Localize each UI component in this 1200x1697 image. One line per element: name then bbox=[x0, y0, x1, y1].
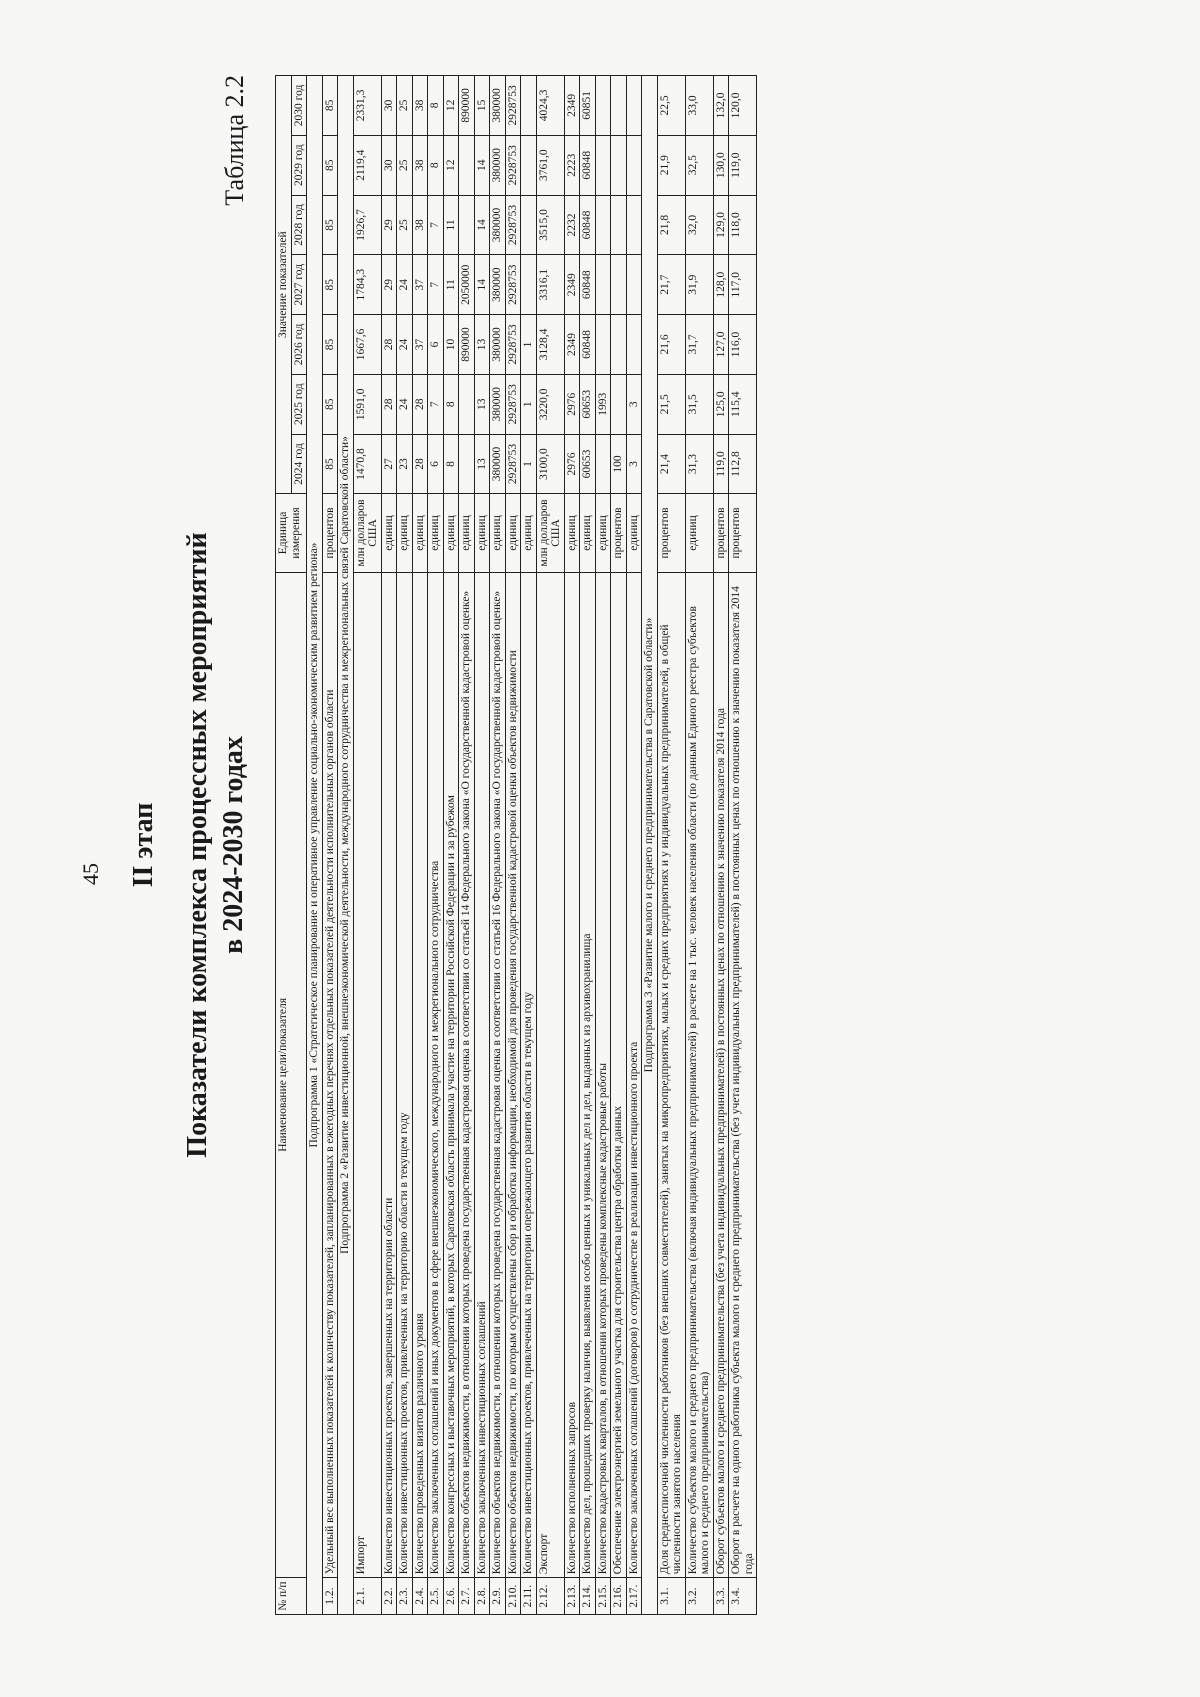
header-values-group: Значение показателей bbox=[276, 76, 292, 494]
table-row bbox=[595, 76, 611, 1615]
indicator-name: Количество заключенных соглашений и иных документов в сфере внешнеэкономического, международного и межрегионального сотрудничества bbox=[428, 572, 444, 1578]
year-value: 1993 bbox=[595, 374, 611, 434]
year-value: 2119,4 bbox=[353, 135, 381, 195]
unit-of-measure: единиц bbox=[397, 494, 413, 572]
row-number: 3.1. bbox=[657, 1578, 685, 1615]
unit-of-measure: единиц bbox=[459, 494, 475, 572]
year-value: 24 bbox=[397, 255, 413, 315]
year-value: 2349 bbox=[564, 76, 580, 136]
unit-of-measure: процентов bbox=[657, 494, 685, 572]
year-value: 130,0 bbox=[713, 135, 729, 195]
unit-of-measure: единиц bbox=[595, 494, 611, 572]
year-value: 60653 bbox=[580, 374, 596, 434]
year-value bbox=[626, 195, 642, 255]
year-value: 890000 bbox=[459, 76, 475, 136]
table-row bbox=[443, 76, 459, 1615]
year-value: 28 bbox=[381, 374, 397, 434]
table-row bbox=[536, 76, 564, 1615]
row-number: 2.12. bbox=[536, 1578, 564, 1615]
year-value: 85 bbox=[322, 255, 338, 315]
year-value: 2928753 bbox=[505, 374, 521, 434]
year-value: 14 bbox=[474, 135, 490, 195]
year-value: 25 bbox=[397, 195, 413, 255]
year-value: 1784,3 bbox=[353, 255, 381, 315]
indicator-name: Количество объектов недвижимости, в отношении которых проведена государственная кадастровая оценка в соответствии со статьей 16 Федерального закона «О государственной кадастровой оценке» bbox=[490, 572, 506, 1578]
year-value: 7 bbox=[428, 195, 444, 255]
year-value: 24 bbox=[397, 374, 413, 434]
year-value bbox=[521, 135, 537, 195]
year-value: 85 bbox=[322, 76, 338, 136]
indicator-name: Количество заключенных инвестиционных соглашений bbox=[474, 572, 490, 1578]
year-value: 22,5 bbox=[657, 76, 685, 136]
year-value: 13 bbox=[474, 374, 490, 434]
year-value: 2050000 bbox=[459, 255, 475, 315]
indicator-name: Количество проведенных визитов различного уровня bbox=[412, 572, 428, 1578]
table-row bbox=[428, 76, 444, 1615]
year-value: 4024,3 bbox=[536, 76, 564, 136]
header-num: № п/п bbox=[276, 1578, 307, 1615]
year-value: 2349 bbox=[564, 315, 580, 375]
year-value: 8 bbox=[443, 374, 459, 434]
indicator-name: Экспорт bbox=[536, 572, 564, 1578]
indicator-name: Количество конгрессных и выставочных мероприятий, в которых Саратовская область принимала участие на территории Российской Федерации и за рубежом bbox=[443, 572, 459, 1578]
year-value: 116,0 bbox=[729, 315, 757, 375]
row-number: 2.11. bbox=[521, 1578, 537, 1615]
year-value: 1 bbox=[521, 434, 537, 494]
table-label: Таблица 2.2 bbox=[220, 75, 249, 206]
year-value: 380000 bbox=[490, 255, 506, 315]
page-number: 45 bbox=[78, 863, 103, 885]
unit-of-measure: процентов bbox=[322, 494, 338, 572]
row-number: 3.2. bbox=[685, 1578, 713, 1615]
table-row bbox=[412, 76, 428, 1615]
year-value: 85 bbox=[322, 195, 338, 255]
unit-of-measure: единиц bbox=[564, 494, 580, 572]
table-section-row bbox=[307, 76, 323, 1615]
unit-of-measure: млн долларов США bbox=[353, 494, 381, 572]
row-number: 2.8. bbox=[474, 1578, 490, 1615]
year-value: 31,7 bbox=[685, 315, 713, 375]
year-value bbox=[595, 315, 611, 375]
year-value: 60851 bbox=[580, 76, 596, 136]
year-value: 2928753 bbox=[505, 255, 521, 315]
section-title: Подпрограмма 1 «Стратегическое планирование и оперативное управление социально-экономическим развитием региона» bbox=[307, 76, 323, 1615]
year-value: 380000 bbox=[490, 434, 506, 494]
year-value: 112,8 bbox=[729, 434, 757, 494]
year-value: 29 bbox=[381, 195, 397, 255]
unit-of-measure: единиц bbox=[412, 494, 428, 572]
table-row bbox=[459, 76, 475, 1615]
row-number: 2.1. bbox=[353, 1578, 381, 1615]
year-value: 14 bbox=[474, 255, 490, 315]
header-year: 2024 год bbox=[291, 434, 307, 494]
row-number: 3.3. bbox=[713, 1578, 729, 1615]
year-value: 119,0 bbox=[729, 135, 757, 195]
year-value: 118,0 bbox=[729, 195, 757, 255]
year-value: 1 bbox=[521, 374, 537, 434]
year-value: 2928753 bbox=[505, 195, 521, 255]
unit-of-measure: процентов bbox=[713, 494, 729, 572]
year-value: 28 bbox=[412, 374, 428, 434]
year-value bbox=[521, 76, 537, 136]
indicators-table bbox=[275, 75, 757, 1615]
table-row bbox=[381, 76, 397, 1615]
year-value: 30 bbox=[381, 76, 397, 136]
header-unit: Единица измерения bbox=[276, 494, 307, 572]
year-value: 3515,0 bbox=[536, 195, 564, 255]
year-value: 380000 bbox=[490, 315, 506, 375]
year-value: 132,0 bbox=[713, 76, 729, 136]
row-number: 2.15. bbox=[595, 1578, 611, 1615]
year-value: 21,6 bbox=[657, 315, 685, 375]
year-value bbox=[626, 76, 642, 136]
year-value: 23 bbox=[397, 434, 413, 494]
year-value: 85 bbox=[322, 434, 338, 494]
year-value: 380000 bbox=[490, 135, 506, 195]
year-value: 380000 bbox=[490, 195, 506, 255]
title-line-2: в 2024-2030 годах bbox=[218, 736, 249, 954]
unit-of-measure: единиц bbox=[474, 494, 490, 572]
year-value bbox=[595, 434, 611, 494]
year-value: 119,0 bbox=[713, 434, 729, 494]
unit-of-measure: единиц bbox=[490, 494, 506, 572]
unit-of-measure: единиц bbox=[381, 494, 397, 572]
header-year: 2025 год bbox=[291, 374, 307, 434]
year-value bbox=[626, 315, 642, 375]
year-value: 29 bbox=[381, 255, 397, 315]
year-value: 10 bbox=[443, 315, 459, 375]
year-value: 2331,3 bbox=[353, 76, 381, 136]
year-value: 890000 bbox=[459, 315, 475, 375]
indicator-name: Количество дел, прошедших проверку наличия, выявления особо ценных и уникальных дел и дел, выданных из архивохранилища bbox=[580, 572, 596, 1578]
year-value: 1926,7 bbox=[353, 195, 381, 255]
header-year: 2030 год bbox=[291, 76, 307, 136]
year-value: 38 bbox=[412, 195, 428, 255]
year-value: 2976 bbox=[564, 434, 580, 494]
table-row bbox=[626, 76, 642, 1615]
year-value: 21,4 bbox=[657, 434, 685, 494]
year-value bbox=[595, 135, 611, 195]
year-value: 12 bbox=[443, 135, 459, 195]
row-number: 1.2. bbox=[322, 1578, 338, 1615]
year-value bbox=[626, 255, 642, 315]
year-value bbox=[595, 76, 611, 136]
year-value: 60848 bbox=[580, 135, 596, 195]
table-row bbox=[685, 76, 713, 1615]
year-value: 28 bbox=[412, 434, 428, 494]
year-value bbox=[611, 315, 627, 375]
year-value: 3128,4 bbox=[536, 315, 564, 375]
year-value: 37 bbox=[412, 255, 428, 315]
indicator-name: Количество объектов недвижимости, по которым осуществлены сбор и обработка информации, необходимой для проведения государственной кадастровой оценки объектов недвижимости bbox=[505, 572, 521, 1578]
table-row bbox=[657, 76, 685, 1615]
year-value bbox=[626, 135, 642, 195]
year-value: 28 bbox=[381, 315, 397, 375]
unit-of-measure: единиц bbox=[521, 494, 537, 572]
row-number: 2.6. bbox=[443, 1578, 459, 1615]
year-value: 8 bbox=[428, 135, 444, 195]
year-value: 85 bbox=[322, 315, 338, 375]
rotated-page-content bbox=[70, 35, 1130, 1655]
year-value bbox=[595, 255, 611, 315]
year-value: 2232 bbox=[564, 195, 580, 255]
year-value: 1591,0 bbox=[353, 374, 381, 434]
year-value: 120,0 bbox=[729, 76, 757, 136]
indicator-name: Количество инвестиционных проектов, привлеченных на территории опережающего развития области в текущем году bbox=[521, 572, 537, 1578]
table-body bbox=[307, 76, 757, 1615]
year-value: 7 bbox=[428, 255, 444, 315]
table-row bbox=[505, 76, 521, 1615]
year-value: 21,7 bbox=[657, 255, 685, 315]
indicator-name: Доля среднесписочной численности работников (без внешних совместителей), занятых на микропредприятиях, малых и средних предприятиях и у индивидуальных предпринимателей, в общей численности занятого населения bbox=[657, 572, 685, 1578]
indicator-name: Импорт bbox=[353, 572, 381, 1578]
year-value bbox=[521, 195, 537, 255]
indicator-name: Количество кадастровых кварталов, в отношении которых проведены комплексные кадастровые работы bbox=[595, 572, 611, 1578]
table-row bbox=[580, 76, 596, 1615]
year-value: 3100,0 bbox=[536, 434, 564, 494]
year-value: 12 bbox=[443, 76, 459, 136]
year-value: 2223 bbox=[564, 135, 580, 195]
year-value: 60653 bbox=[580, 434, 596, 494]
year-value: 127,0 bbox=[713, 315, 729, 375]
year-value: 1 bbox=[521, 315, 537, 375]
table-row bbox=[322, 76, 338, 1615]
year-value: 1470,8 bbox=[353, 434, 381, 494]
year-value: 31,3 bbox=[685, 434, 713, 494]
indicator-name: Количество инвестиционных проектов, привлеченных на территорию области в текущем году bbox=[397, 572, 413, 1578]
year-value: 13 bbox=[474, 434, 490, 494]
row-number: 2.2. bbox=[381, 1578, 397, 1615]
table-row bbox=[521, 76, 537, 1615]
year-value: 3220,0 bbox=[536, 374, 564, 434]
year-value: 85 bbox=[322, 135, 338, 195]
year-value: 2928753 bbox=[505, 135, 521, 195]
indicator-name: Обеспечение электроэнергией земельного участка для строительства центра обработки данных bbox=[611, 572, 627, 1578]
row-number: 3.4. bbox=[729, 1578, 757, 1615]
row-number: 2.4. bbox=[412, 1578, 428, 1615]
row-number: 2.10. bbox=[505, 1578, 521, 1615]
year-value bbox=[611, 195, 627, 255]
row-number: 2.17. bbox=[626, 1578, 642, 1615]
table-row bbox=[474, 76, 490, 1615]
year-value: 31,5 bbox=[685, 374, 713, 434]
year-value: 30 bbox=[381, 135, 397, 195]
header-name: Наименование цели/показателя bbox=[276, 572, 307, 1578]
year-value: 27 bbox=[381, 434, 397, 494]
title-line-1: Показатели комплекса процессных мероприятий bbox=[182, 532, 213, 1158]
row-number: 2.13. bbox=[564, 1578, 580, 1615]
indicator-name: Количество субъектов малого и среднего предпринимательства (включая индивидуальных предпринимателей) в расчете на 1 тыс. человек населения области (по данным Единого реестра субъектов малого и среднего предпринимательства) bbox=[685, 572, 713, 1578]
row-number: 2.5. bbox=[428, 1578, 444, 1615]
table-section-row bbox=[338, 76, 354, 1615]
year-value bbox=[611, 255, 627, 315]
table-row bbox=[611, 76, 627, 1615]
year-value bbox=[459, 434, 475, 494]
year-value: 32,0 bbox=[685, 195, 713, 255]
year-value: 100 bbox=[611, 434, 627, 494]
table-row bbox=[397, 76, 413, 1615]
year-value: 60848 bbox=[580, 255, 596, 315]
year-value: 38 bbox=[412, 135, 428, 195]
year-value: 3 bbox=[626, 434, 642, 494]
indicator-name: Оборот в расчете на одного работника субъекта малого и среднего предпринимательства (без учета индивидуальных предпринимателей) в постоянных ценах по отношению к значению показателя 2014 года bbox=[729, 572, 757, 1578]
year-value: 21,9 bbox=[657, 135, 685, 195]
indicator-name: Количество исполненных запросов bbox=[564, 572, 580, 1578]
indicator-name: Количество заключенных соглашений (договоров) о сотрудничестве в реализации инвестиционного проекта bbox=[626, 572, 642, 1578]
indicator-name: Удельный вес выполненных показателей к количеству показателей, запланированных в ежегодных перечнях отдельных показателей деятельности исполнительных органов области bbox=[322, 572, 338, 1578]
year-value: 380000 bbox=[490, 374, 506, 434]
year-value: 60848 bbox=[580, 315, 596, 375]
year-value: 8 bbox=[443, 434, 459, 494]
indicators-table-wrapper bbox=[275, 75, 757, 1615]
section-title: Подпрограмма 2 «Развитие инвестиционной, внешнеэкономической деятельности, международного сотрудничества и межрегиональных связей Саратовской области» bbox=[338, 76, 354, 1615]
indicator-name: Оборот субъектов малого и среднего предпринимательства (без учета индивидуальных предпринимателей) в постоянных ценах по отношению к значению показателя 2014 года bbox=[713, 572, 729, 1578]
year-value bbox=[611, 76, 627, 136]
unit-of-measure: единиц bbox=[428, 494, 444, 572]
year-value: 2349 bbox=[564, 255, 580, 315]
unit-of-measure: процентов bbox=[611, 494, 627, 572]
header-year: 2026 год bbox=[291, 315, 307, 375]
year-value: 37 bbox=[412, 315, 428, 375]
unit-of-measure: единиц bbox=[626, 494, 642, 572]
header-year: 2027 год bbox=[291, 255, 307, 315]
year-value: 3761,0 bbox=[536, 135, 564, 195]
unit-of-measure: млн долларов США bbox=[536, 494, 564, 572]
year-value: 24 bbox=[397, 315, 413, 375]
header-year: 2028 год bbox=[291, 195, 307, 255]
page-title bbox=[180, 35, 252, 1655]
year-value: 8 bbox=[428, 76, 444, 136]
unit-of-measure: процентов bbox=[729, 494, 757, 572]
year-value: 2928753 bbox=[505, 434, 521, 494]
year-value: 6 bbox=[428, 315, 444, 375]
year-value: 21,8 bbox=[657, 195, 685, 255]
table-row bbox=[490, 76, 506, 1615]
table-row bbox=[564, 76, 580, 1615]
year-value: 25 bbox=[397, 76, 413, 136]
unit-of-measure: единиц bbox=[505, 494, 521, 572]
indicator-name: Количество объектов недвижимости, в отношении которых проведена государственная кадастровая оценка в соответствии со статьей 14 Федерального закона «О государственной кадастровой оценке» bbox=[459, 572, 475, 1578]
year-value: 14 bbox=[474, 195, 490, 255]
year-value bbox=[459, 135, 475, 195]
year-value: 32,5 bbox=[685, 135, 713, 195]
unit-of-measure: единиц bbox=[685, 494, 713, 572]
year-value bbox=[611, 374, 627, 434]
year-value bbox=[521, 255, 537, 315]
year-value: 380000 bbox=[490, 76, 506, 136]
year-value bbox=[595, 195, 611, 255]
year-value: 11 bbox=[443, 255, 459, 315]
year-value: 13 bbox=[474, 315, 490, 375]
row-number: 2.3. bbox=[397, 1578, 413, 1615]
section-title: Подпрограмма 3 «Развитие малого и среднего предпринимательства в Саратовской области» bbox=[642, 76, 658, 1615]
row-number: 2.9. bbox=[490, 1578, 506, 1615]
year-value: 85 bbox=[322, 374, 338, 434]
header-year: 2029 год bbox=[291, 135, 307, 195]
row-number: 2.16. bbox=[611, 1578, 627, 1615]
year-value: 33,0 bbox=[685, 76, 713, 136]
year-value: 25 bbox=[397, 135, 413, 195]
table-row bbox=[729, 76, 757, 1615]
year-value: 115,4 bbox=[729, 374, 757, 434]
year-value bbox=[459, 195, 475, 255]
year-value: 2928753 bbox=[505, 76, 521, 136]
year-value: 15 bbox=[474, 76, 490, 136]
year-value: 3316,1 bbox=[536, 255, 564, 315]
year-value: 31,9 bbox=[685, 255, 713, 315]
year-value: 7 bbox=[428, 374, 444, 434]
year-value: 11 bbox=[443, 195, 459, 255]
year-value bbox=[611, 135, 627, 195]
year-value: 3 bbox=[626, 374, 642, 434]
year-value: 2928753 bbox=[505, 315, 521, 375]
year-value: 1667,6 bbox=[353, 315, 381, 375]
row-number: 2.14. bbox=[580, 1578, 596, 1615]
year-value: 6 bbox=[428, 434, 444, 494]
table-row bbox=[353, 76, 381, 1615]
table-section-row bbox=[642, 76, 658, 1615]
year-value: 38 bbox=[412, 76, 428, 136]
year-value: 125,0 bbox=[713, 374, 729, 434]
year-value: 128,0 bbox=[713, 255, 729, 315]
table-header-row-1 bbox=[276, 76, 292, 1615]
year-value: 129,0 bbox=[713, 195, 729, 255]
indicator-name: Количество инвестиционных проектов, завершенных на территории области bbox=[381, 572, 397, 1578]
unit-of-measure: единиц bbox=[580, 494, 596, 572]
year-value: 21,5 bbox=[657, 374, 685, 434]
year-value: 60848 bbox=[580, 195, 596, 255]
row-number: 2.7. bbox=[459, 1578, 475, 1615]
year-value: 117,0 bbox=[729, 255, 757, 315]
stage-heading: II этап bbox=[128, 802, 159, 888]
year-value: 2976 bbox=[564, 374, 580, 434]
table-row bbox=[713, 76, 729, 1615]
unit-of-measure: единиц bbox=[443, 494, 459, 572]
year-value bbox=[459, 374, 475, 434]
